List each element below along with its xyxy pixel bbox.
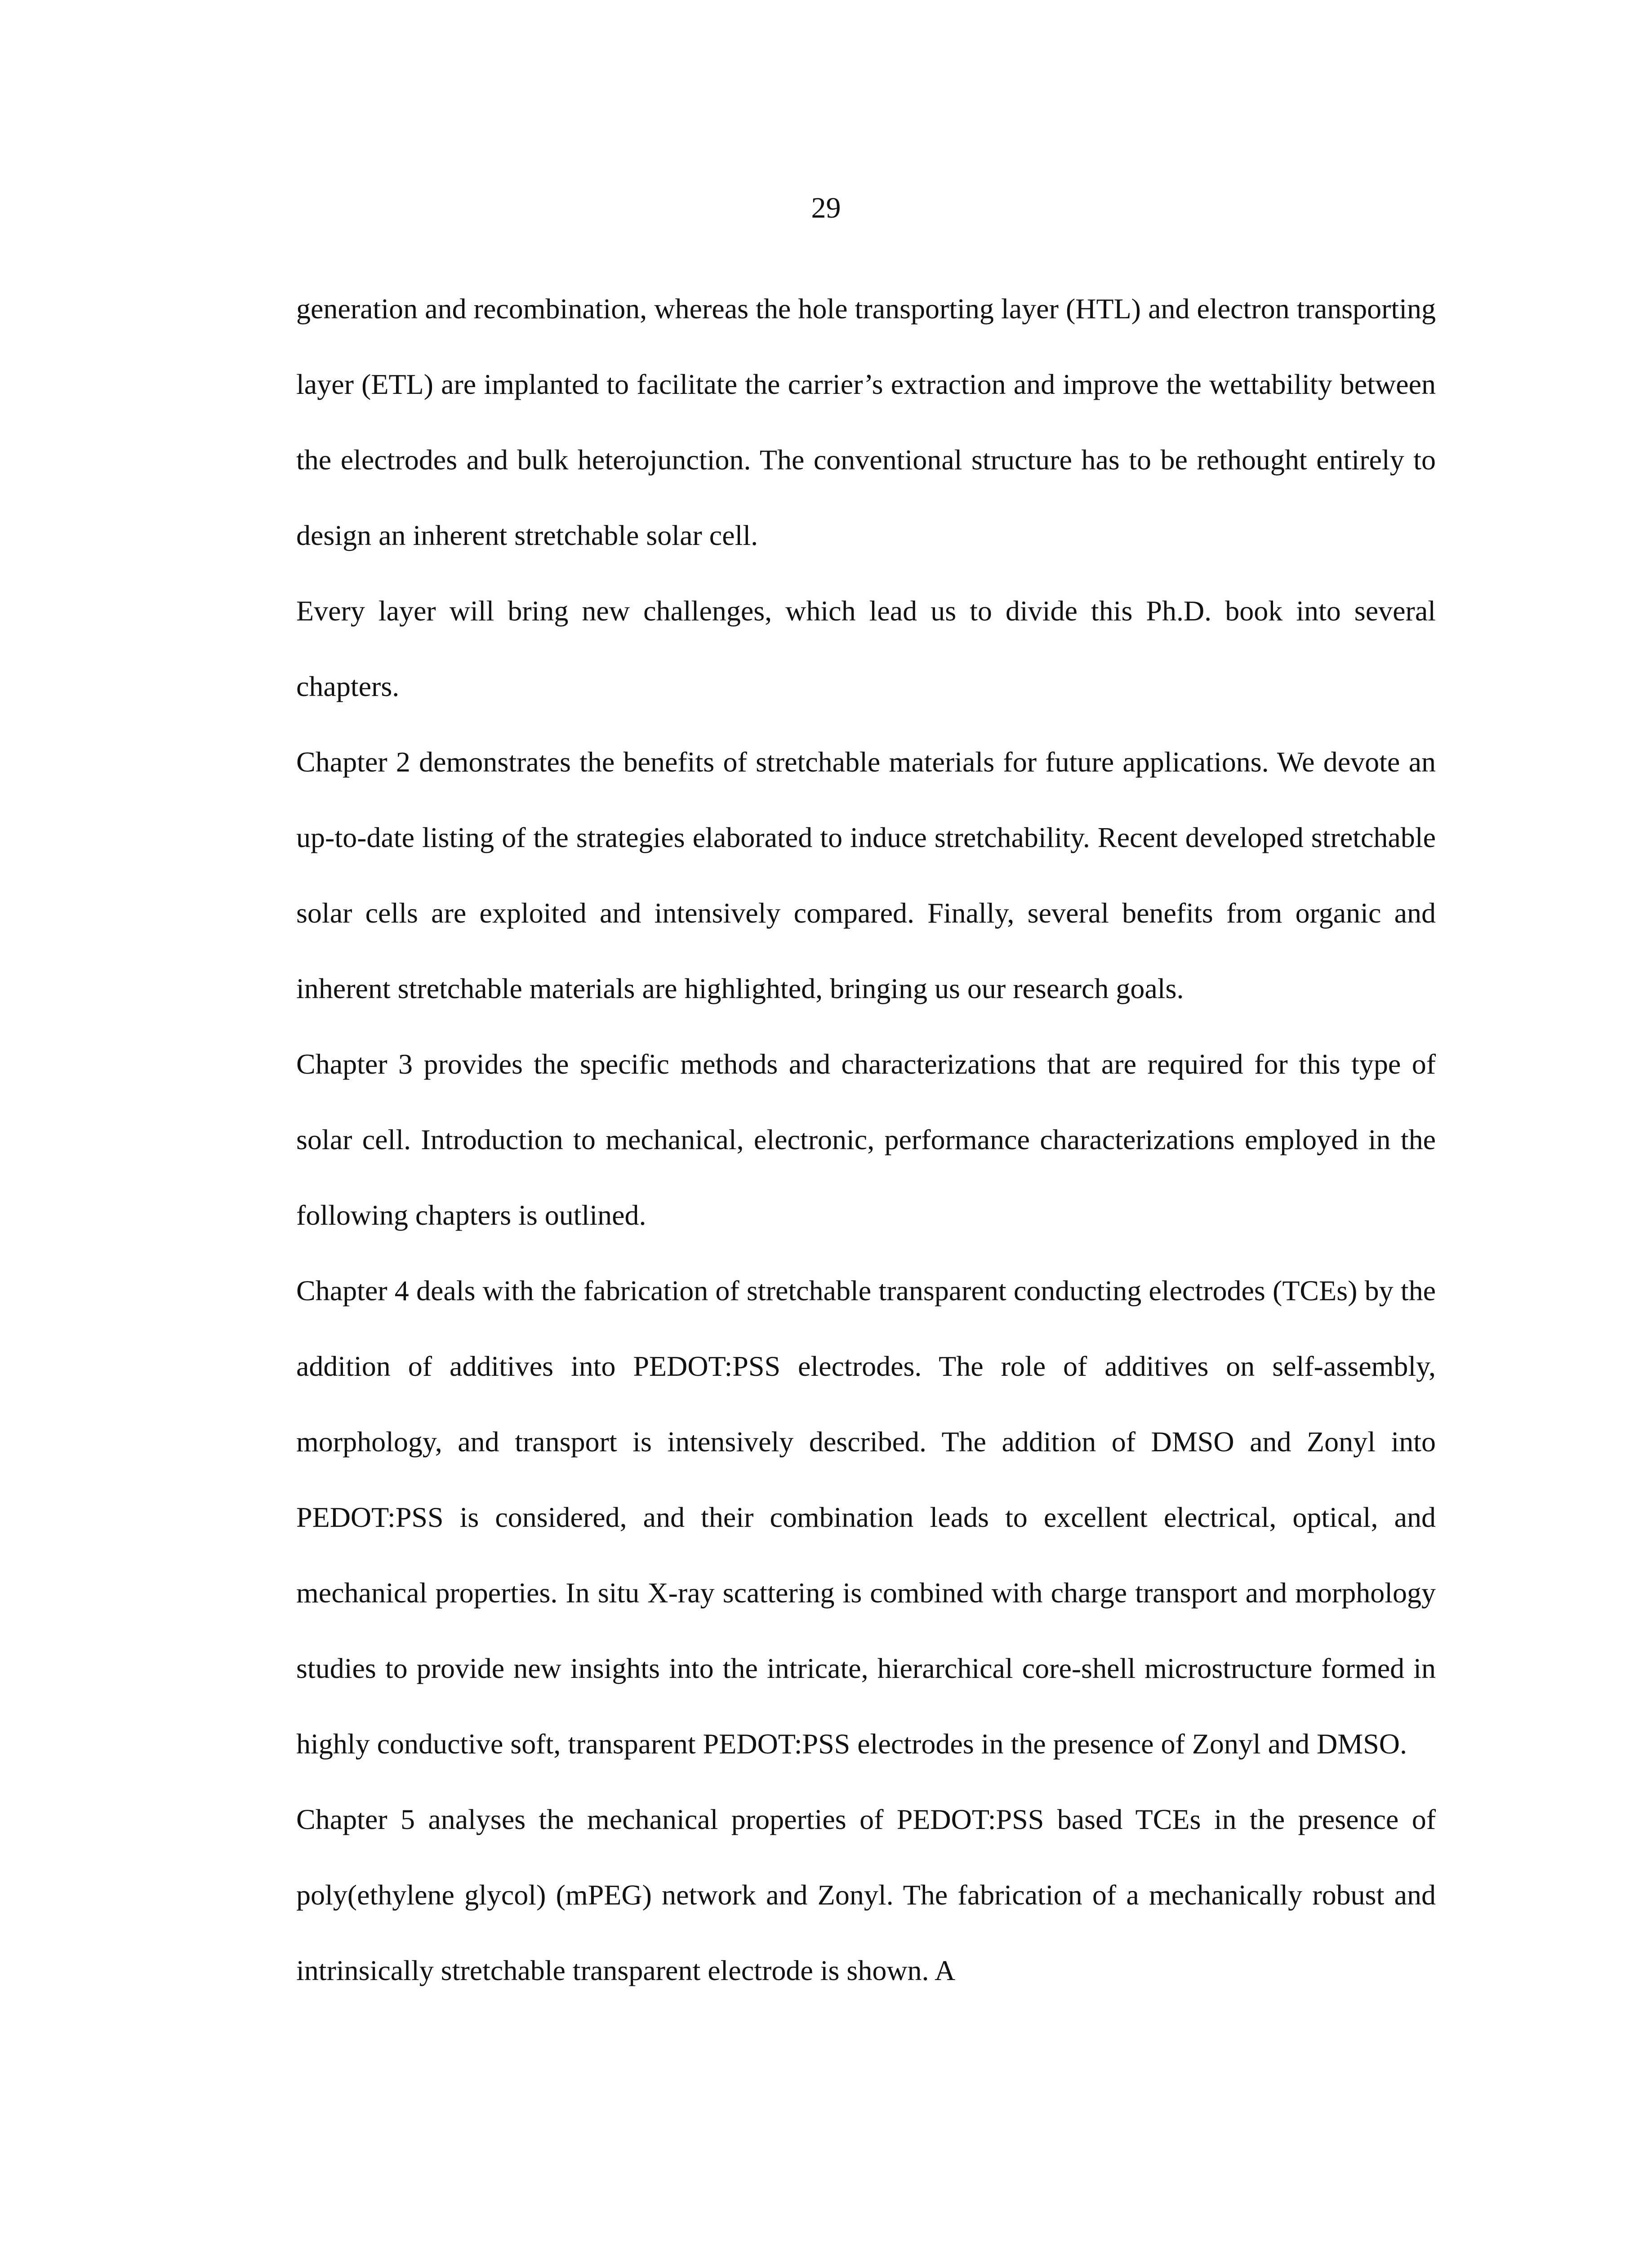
paragraph-chapter-5: Chapter 5 analyses the mechanical properties of PEDOT:PSS based TCEs in the presence of poly(ethylene glycol) (mPEG) network and Zonyl. The fabrication of a mechanically robust and intrinsically stretchable transparent electrode is shown. A <box>296 1803 1436 1986</box>
paragraph-chapters-overview: Every layer will bring new challenges, which lead us to divide this Ph.D. book into several chapters. <box>296 595 1436 702</box>
paragraph-intro-continuation: generation and recombination, whereas the hole transporting layer (HTL) and electron transporting layer (ETL) are implanted to facilitate the carrier’s extraction and improve the wettability between the electrodes and bulk heterojunction. The conventional structure has to be rethought entirely to design an inherent stretchable solar cell. <box>296 293 1436 551</box>
page-number: 29 <box>811 192 841 224</box>
body-text <box>296 271 1436 2008</box>
paragraph-chapter-4: Chapter 4 deals with the fabrication of stretchable transparent conducting electrodes (TCEs) by the addition of additives into PEDOT:PSS electrodes. The role of additives on self-assembly, morphology, and transport is intensively described. The addition of DMSO and Zonyl into PEDOT:PSS is considered, and their combination leads to excellent electrical, optical, and mechanical properties. In situ X-ray scattering is combined with charge transport and morphology studies to provide new insights into the intricate, hierarchical core-shell microstructure formed in highly conductive soft, transparent PEDOT:PSS electrodes in the presence of Zonyl and DMSO. <box>296 1275 1436 1760</box>
paragraph-chapter-3: Chapter 3 provides the specific methods and characterizations that are required for this type of solar cell. Introduction to mechanical, electronic, performance characterizations employed in the following chapters is outlined. <box>296 1048 1436 1231</box>
paragraph-chapter-2: Chapter 2 demonstrates the benefits of stretchable materials for future applications. We devote an up-to-date listing of the strategies elaborated to induce stretchability. Recent developed stretchable solar cells are exploited and intensively compared. Finally, several benefits from organic and inherent stretchable materials are highlighted, bringing us our research goals. <box>296 746 1436 1004</box>
